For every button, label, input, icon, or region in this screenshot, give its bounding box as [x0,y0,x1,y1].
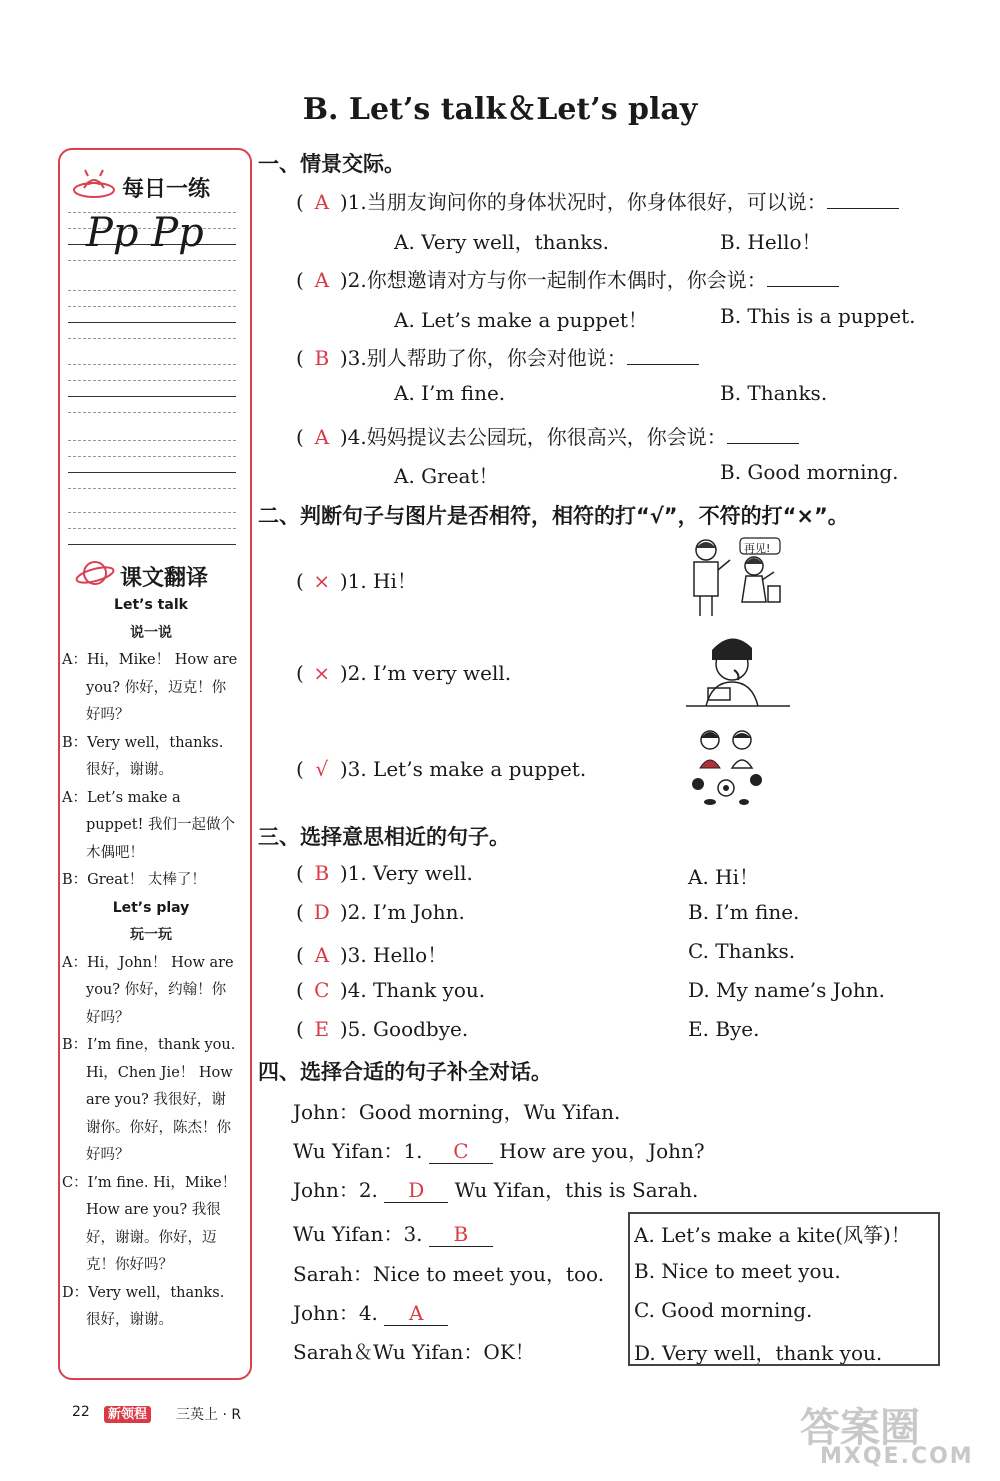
play-line: B：I’m fine，thank you. Hi，Chen Jie！ How are you? 我很好，谢谢你。你好，陈杰！你好吗？ [62,1037,236,1163]
box-option: B. Nice to meet you. [634,1259,841,1283]
answer: A [314,268,330,292]
s2-question-2: ( × )2. I’m very well. [296,661,512,685]
talk-line: A：Let’s make a puppet! 我们一起做个木偶吧！ [62,789,236,861]
translation-block [62,592,240,1335]
s1-option-a: A. Let’s make a puppet！ [394,308,648,332]
play-line: D：Very well，thanks. 很好，谢谢。 [62,1284,225,1328]
goodbye-illustration [684,536,794,622]
box-option: A. Let’s make a kite(风筝)！ [634,1223,911,1247]
daily-practice-title: 每日一练 [122,177,211,202]
answer: A [314,190,330,214]
fill-answer: A [384,1301,448,1326]
s1-question-4: ( A )4.妈妈提议去公园玩，你很高兴，你会说： [296,421,799,450]
fill-answer: D [384,1178,448,1203]
fill-answer: B [429,1222,493,1247]
s2-question-3: ( √ )3. Let’s make a puppet. [296,757,587,781]
s1-option-a: A. Very well，thanks. [394,230,610,254]
dialog-line-1: John：Good morning，Wu Yifan. [293,1100,621,1124]
dialog-line-6: John：4. A [293,1297,448,1326]
talk-line: B：Great！ 太棒了！ [62,872,206,888]
dialog-line-3: John：2. D Wu Yifan，this is Sarah. [293,1178,699,1202]
puppet-illustration [686,722,772,812]
fill-answer: C [429,1139,493,1164]
play-title: Let’s play [112,899,190,916]
s3-option: C. Thanks. [688,939,796,963]
answer: D [313,900,330,924]
s3-option: A. Hi！ [688,865,759,889]
answer: A [314,943,330,967]
s1-option-a: A. I’m fine. [394,381,506,405]
s1-option-a: A. Great！ [394,464,499,488]
play-subtitle: 玩一玩 [130,927,172,943]
section-1-heading: 一、情景交际。 [258,152,405,176]
answer: C [314,978,330,1002]
phone-call-illustration [686,630,790,714]
s3-item-5: ( E )5. Goodbye. [296,1017,469,1041]
s3-option: B. I’m fine. [688,900,800,924]
talk-line: A：Hi，Mike！ How are you? 你好，迈克！你好吗？ [62,652,238,723]
section-2-heading: 二、判断句子与图片是否相符，相符的打“√”，不符的打“×”。 [258,504,849,528]
ufo-icon [72,168,116,206]
box-option: D. Very well，thank you. [634,1341,883,1365]
s3-item-4: ( C )4. Thank you. [296,978,486,1002]
talk-subtitle: 说一说 [130,624,172,641]
talk-line: B：Very well，thanks. 很好，谢谢。 [62,734,224,778]
play-line: A：Hi，John！ How are you? 你好，约翰！你好吗？ [62,954,234,1026]
page-title: B. Let’s talk＆Let’s play [302,92,698,127]
dialog-line-2: Wu Yifan：1. C How are you，John? [293,1139,705,1163]
page-number: 22 [72,1404,90,1420]
s2-question-1: ( × )1. Hi！ [296,569,417,593]
handwriting-letters: Pp Pp [86,210,204,256]
dialog-line-5: Sarah：Nice to meet you，too. [293,1262,605,1286]
answer: × [313,569,331,593]
section-4-heading: 四、选择合适的句子补全对话。 [258,1060,552,1084]
box-option: C. Good morning. [634,1298,813,1322]
play-line: C：I’m fine. Hi，Mike！ How are you? 我很好，谢谢。你好，迈克！你好吗？ [62,1174,237,1273]
s3-item-1: ( B )1. Very well. [296,861,473,885]
book-label: 三英上 · R [176,1407,242,1423]
s3-option: E. Bye. [688,1017,760,1041]
s1-option-b: B. This is a puppet. [720,304,916,328]
speech-bubble-text: 再见! [744,542,771,555]
s3-item-3: ( A )3. Hello！ [296,943,448,967]
answer: × [313,661,331,685]
brand-badge: 新领程 [104,1403,151,1422]
s1-option-b: B. Good morning. [720,460,899,484]
answer: B [314,346,330,370]
dialog-line-4: Wu Yifan：3. B [293,1218,493,1247]
s3-item-2: ( D )2. I’m John. [296,900,465,924]
answer: B [314,861,330,885]
answer: √ [315,757,329,781]
translation-title: 课文翻译 [120,566,209,591]
watermark-url: MXQE.COM [820,1444,974,1469]
s1-question-2: ( A )2.你想邀请对方与你一起制作木偶时，你会说： [296,264,839,293]
answer: A [314,425,330,449]
answer: E [314,1017,330,1041]
talk-title: Let’s talk [114,597,188,613]
s1-question-3: ( B )3.别人帮助了你，你会对他说： [296,342,699,371]
s3-option: D. My name’s John. [688,978,885,1002]
section-3-heading: 三、选择意思相近的句子。 [258,825,510,849]
s1-option-b: B. Thanks. [720,381,828,405]
watermark-logo: 答案圈 [800,1405,920,1451]
s1-option-b: B. Hello！ [720,230,822,254]
planet-icon [74,556,116,594]
s1-question-1: ( A )1.当朋友询问你的身体状况时，你身体很好，可以说： [296,186,899,215]
dialog-line-7: Sarah＆Wu Yifan：OK！ [293,1340,535,1364]
